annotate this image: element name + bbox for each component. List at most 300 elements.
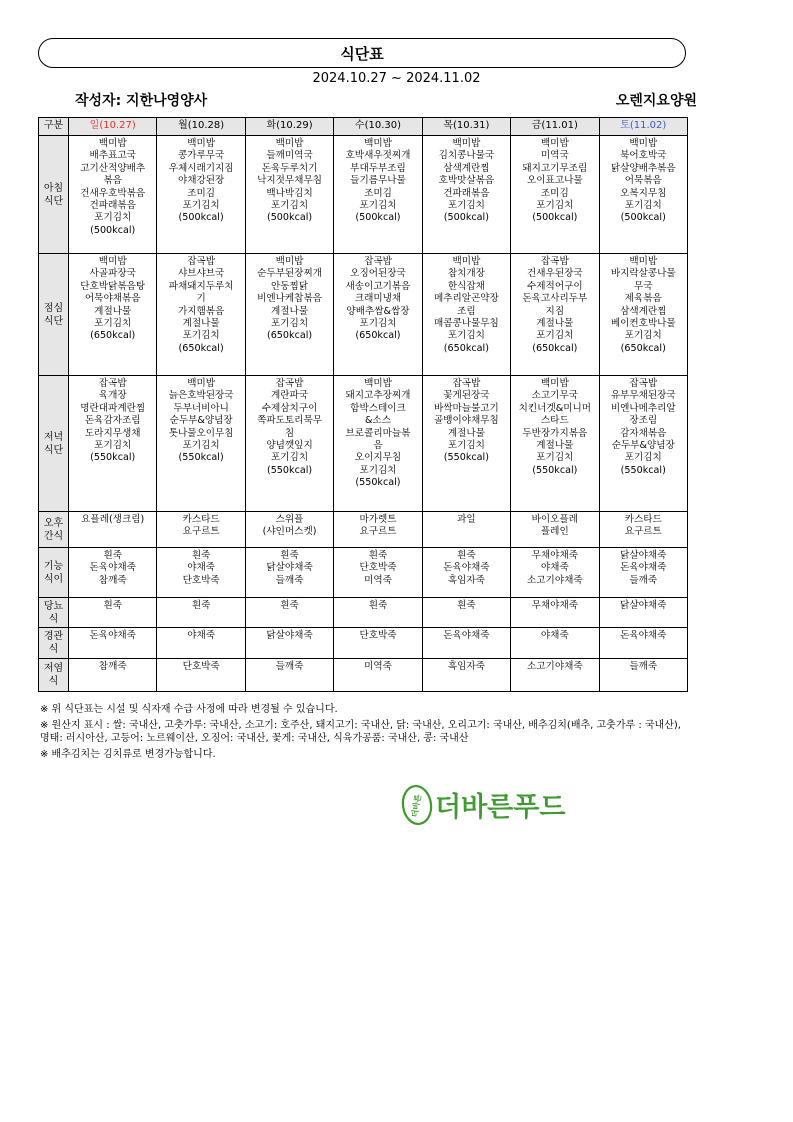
menu-item: 포기김치 (536, 330, 574, 342)
menu-item: 백미밥 (452, 256, 481, 267)
menu-item: 단호박죽 (359, 562, 397, 574)
menu-item: (650kcal) (443, 342, 489, 354)
header-day: 월(10.28) (157, 118, 245, 136)
menu-item: 흰죽 (457, 550, 476, 561)
menu-item: 순두부된장찌개 (257, 268, 322, 280)
menu-item: 돈육야채죽 (620, 630, 667, 641)
menu-item: (650kcal) (178, 342, 224, 354)
menu-item: 침 (284, 427, 295, 439)
menu-cell (511, 548, 599, 598)
row-label-line: 식 (48, 613, 59, 625)
menu-item: 부대두부조림 (350, 162, 406, 174)
menu-cell (245, 512, 333, 548)
menu-item: 톳나물오이무침 (168, 427, 234, 439)
menu-item: (650kcal) (532, 342, 578, 354)
header-day: 금(11.01) (511, 118, 599, 136)
menu-item: (500kcal) (620, 212, 666, 224)
menu-item: 제육볶음 (624, 293, 662, 305)
menu-cell (69, 598, 157, 628)
menu-item: 마가렛트 (359, 514, 397, 525)
menu-item: 흰죽 (368, 600, 388, 611)
menu-item: 백미밥 (452, 138, 481, 149)
menu-item: 늙은호박된장국 (168, 390, 234, 402)
menu-item: 잡곡밥 (629, 378, 658, 389)
header-day: 토(11.02) (599, 118, 687, 136)
menu-item: 건파래볶음 (443, 187, 490, 199)
menu-item: 순두부&양념장 (611, 440, 675, 452)
row-label (39, 628, 69, 659)
menu-item: (500kcal) (90, 224, 136, 236)
menu-item: 잡곡밥 (275, 378, 304, 389)
menu-item: 김치콩나물국 (438, 150, 495, 162)
row-label (39, 376, 69, 512)
menu-cell (245, 548, 333, 598)
menu-cell (422, 659, 510, 692)
row-label (39, 512, 69, 548)
menu-item: (550kcal) (266, 464, 313, 476)
row-label (39, 254, 69, 376)
header-category: 구분 (39, 118, 69, 136)
menu-row-breakfast (39, 136, 688, 254)
menu-item: 흑임자죽 (447, 661, 485, 672)
menu-item: (650kcal) (355, 330, 401, 342)
menu-item: 잡곡밥 (187, 256, 216, 267)
row-label (39, 548, 69, 598)
menu-item: 음 (373, 440, 383, 452)
menu-item: 무국 (633, 280, 653, 292)
menu-cell (511, 628, 599, 659)
header-day: 수(10.30) (334, 118, 422, 136)
menu-cell (69, 136, 157, 254)
menu-item: &소스 (364, 415, 391, 427)
menu-item: 미역국 (540, 150, 569, 162)
menu-item: 백미밥 (98, 138, 127, 149)
menu-item: 흰죽 (280, 550, 299, 561)
menu-item: 바이오플레 (531, 514, 578, 525)
menu-item: 포기김치 (624, 330, 662, 342)
menu-item: 두반장가지볶음 (522, 427, 588, 439)
menu-item: 들기름무나물 (350, 175, 406, 187)
row-label-line: 저염 (43, 663, 64, 674)
row-label-line: 간식 (43, 530, 64, 542)
menu-cell (245, 659, 333, 692)
menu-item: 야채강된장 (177, 175, 225, 187)
menu-cell (245, 598, 333, 628)
note-change-notice: ※ 위 식단표는 시설 및 식자재 수급 사정에 따라 변경될 수 있습니다. (40, 704, 338, 715)
menu-cell (599, 376, 687, 512)
menu-item: 골뱅이야채무침 (433, 415, 499, 427)
menu-item: 백미밥 (540, 378, 569, 389)
row-label (39, 136, 69, 254)
menu-cell (334, 598, 422, 628)
menu-cell (511, 659, 599, 692)
menu-cell (69, 548, 157, 598)
facility-name: 오렌지요양원 (615, 93, 697, 109)
menu-item: 북어호박국 (620, 150, 667, 162)
menu-item: 참깨죽 (98, 574, 127, 586)
menu-item: 흰죽 (457, 600, 476, 611)
menu-item: 야채죽 (540, 562, 569, 574)
menu-item: 쪽파도토리묵무 (257, 415, 322, 427)
menu-item: (650kcal) (620, 342, 666, 354)
menu-cell (157, 659, 245, 692)
menu-item: 양배추쌈&쌈장 (346, 305, 410, 317)
menu-item: 콩가루무국 (177, 150, 225, 162)
menu-item: 안동찜닭 (271, 280, 309, 292)
menu-item: 계절나물 (447, 427, 485, 439)
brand-logo (400, 782, 566, 828)
menu-cell (511, 254, 599, 376)
menu-cell (334, 376, 422, 512)
menu-cell (69, 376, 157, 512)
menu-item: 오복지무침 (620, 187, 667, 199)
menu-item: 포기김치 (447, 200, 485, 212)
menu-item: 기 (196, 293, 206, 305)
menu-cell (422, 136, 510, 254)
menu-item: 한식잡채 (447, 280, 485, 292)
menu-item: 낙지젓무채무침 (257, 175, 322, 187)
menu-item: 백미밥 (629, 138, 658, 149)
menu-item: 돈육야채죽 (89, 562, 136, 574)
menu-item: 백미밥 (187, 378, 216, 389)
menu-item: (550kcal) (90, 452, 136, 464)
menu-item: 잡곡밥 (364, 256, 392, 267)
menu-item: 흰죽 (191, 600, 211, 611)
menu-item: 호박맛살볶음 (438, 175, 495, 187)
menu-item: 흰죽 (191, 550, 211, 561)
menu-item: 장조림 (629, 415, 658, 427)
menu-cell (245, 628, 333, 659)
menu-cell (69, 254, 157, 376)
menu-item: 베이컨호박나물 (610, 318, 676, 330)
header-day: 화(10.29) (245, 118, 333, 136)
menu-cell (422, 254, 510, 376)
menu-item: (500kcal) (355, 212, 401, 224)
menu-cell (245, 136, 333, 254)
menu-cell (334, 548, 422, 598)
menu-item: 단호박죽 (182, 661, 220, 672)
menu-item: 계절나물 (536, 440, 574, 452)
menu-item: 포기김치 (271, 200, 309, 212)
menu-item: 계절나물 (536, 318, 574, 330)
menu-item: 들깨죽 (629, 574, 658, 586)
menu-item: (550kcal) (178, 452, 224, 464)
menu-item: 건새우된장국 (527, 268, 583, 280)
menu-item: 꽃게된장국 (443, 390, 490, 402)
menu-item: 들깨죽 (275, 661, 304, 672)
menu-cell (157, 376, 245, 512)
menu-cell (245, 254, 333, 376)
menu-item: (550kcal) (532, 464, 578, 476)
menu-item: 우체시래기지짐 (168, 162, 234, 174)
menu-item: (500kcal) (443, 212, 489, 224)
menu-item: 백미밥 (275, 256, 304, 267)
menu-item: 닭살야채죽 (266, 562, 313, 574)
menu-item: (500kcal) (178, 212, 224, 224)
menu-item: 어묵야채볶음 (84, 293, 141, 305)
menu-item: 배추표고국 (89, 150, 136, 162)
menu-item: 삼색계란찜 (620, 305, 667, 317)
menu-item: 브로콜리마늘볶 (345, 427, 411, 439)
row-label-line: 당뇨 (43, 600, 64, 612)
menu-item: 흰죽 (280, 600, 299, 611)
menu-item: 흰죽 (368, 550, 388, 561)
menu-item: 요구르트 (182, 526, 220, 538)
menu-item: 과일 (457, 514, 476, 525)
menu-item: 볶음 (103, 175, 122, 187)
table-header-row (39, 118, 688, 136)
menu-item: 단호박죽 (359, 630, 397, 641)
menu-cell (69, 659, 157, 692)
menu-item: 요플레(생크림) (81, 514, 145, 525)
menu-item: 가지햄볶음 (177, 305, 225, 317)
menu-cell (334, 254, 422, 376)
menu-item: 잡곡밥 (452, 378, 481, 389)
menu-cell (599, 136, 687, 254)
menu-item: 잡곡밥 (540, 256, 569, 267)
menu-item: 함박스테이크 (350, 402, 406, 414)
menu-item: 소고기야채죽 (527, 661, 583, 672)
menu-item: 조미김 (364, 187, 392, 199)
page-title: 식단표 (340, 44, 384, 63)
menu-item: 수제적어구이 (527, 280, 583, 292)
menu-item: 계절나물 (182, 318, 220, 330)
menu-item: 육개장 (98, 390, 127, 402)
menu-item: (550kcal) (355, 477, 401, 489)
menu-cell (599, 628, 687, 659)
menu-item: 잡곡밥 (98, 378, 127, 389)
row-label-line: 기능 (43, 560, 64, 572)
menu-item: 포기김치 (94, 212, 132, 224)
menu-item: 돈육두루치기 (261, 162, 318, 174)
menu-item: 스위플 (275, 514, 304, 525)
logo-badge-text: 더바른 (410, 793, 423, 819)
menu-item: 백미밥 (275, 138, 304, 149)
menu-cell (157, 628, 245, 659)
menu-item: 포기김치 (359, 464, 397, 476)
menu-item: 요구르트 (359, 526, 397, 538)
row-label (39, 598, 69, 628)
menu-item: 샤브샤브국 (177, 268, 225, 280)
menu-item: 요구르트 (624, 526, 662, 538)
menu-cell (511, 136, 599, 254)
menu-item: 크래미냉채 (354, 293, 402, 305)
menu-item: 카스타드 (624, 514, 662, 525)
logo-wordmark: 더바른푸드 (435, 792, 566, 823)
menu-item: 유부무채된장국 (610, 390, 676, 402)
row-label-line: 아침 (43, 182, 64, 194)
menu-row-lunch (39, 254, 688, 376)
menu-item: 치킨너겟&미니머 (518, 402, 591, 414)
menu-item: 매콤콩나물무침 (433, 318, 499, 330)
menu-item: 조림 (457, 305, 476, 317)
menu-item: 스타드 (540, 415, 569, 427)
menu-item: (550kcal) (443, 452, 489, 464)
menu-item: 돈육야채죽 (443, 562, 490, 574)
menu-item: 돈육고사리두부 (522, 293, 588, 305)
menu-item: 지짐 (545, 305, 565, 317)
menu-item: 닭살양배추볶음 (610, 162, 676, 174)
menu-cell (599, 659, 687, 692)
menu-item: 백미밥 (364, 378, 392, 389)
menu-cell (334, 512, 422, 548)
menu-item: 단호박죽 (182, 574, 220, 586)
menu-cell (157, 136, 245, 254)
row-label-line: 식단 (43, 315, 64, 327)
menu-item: 포기김치 (359, 200, 397, 212)
menu-item: 포기김치 (94, 318, 132, 330)
menu-item: 소고기야채죽 (527, 574, 583, 586)
menu-item: 백나박김치 (266, 187, 313, 199)
menu-item: 포기김치 (624, 452, 662, 464)
menu-item: 포기김치 (182, 200, 220, 212)
row-label-line: 식 (48, 644, 59, 655)
menu-item: 포기김치 (271, 318, 309, 330)
menu-item: 순두부&양념장 (169, 415, 233, 427)
menu-item: 야채죽 (187, 630, 216, 641)
menu-cell (69, 628, 157, 659)
menu-item: 돼지고기무조림 (522, 162, 588, 174)
menu-cell (422, 598, 510, 628)
menu-cell (69, 512, 157, 548)
row-label-line: 저녁 (43, 431, 64, 443)
menu-item: 조미김 (540, 187, 569, 199)
weekly-menu-table (38, 117, 688, 692)
row-label (39, 659, 69, 692)
menu-item: 파채돼지두루치 (168, 280, 234, 292)
menu-item: 계절나물 (271, 305, 309, 317)
menu-row-low-sodium-diet (39, 659, 688, 692)
row-label-line: 식 (48, 676, 59, 687)
menu-cell (599, 512, 687, 548)
menu-item: 양념깻잎지 (266, 440, 313, 452)
menu-item: 조미김 (187, 187, 216, 199)
menu-item: 무채야채죽 (531, 550, 578, 561)
menu-cell (157, 254, 245, 376)
menu-item: 미역죽 (364, 661, 392, 672)
menu-item: 포기김치 (182, 440, 220, 452)
row-label-line: 오후 (43, 517, 64, 529)
menu-item: 도라지무생채 (84, 427, 141, 439)
menu-cell (599, 598, 687, 628)
menu-item: 돈육야채죽 (443, 630, 490, 641)
menu-item: 호박새우젓찌개 (345, 150, 411, 162)
menu-item: 바싹마늘불고기 (433, 402, 499, 414)
menu-cell (334, 136, 422, 254)
menu-item: 계절나물 (94, 305, 132, 317)
menu-row-afternoon-snack (39, 512, 688, 548)
menu-item: 포기김치 (536, 200, 574, 212)
menu-item: 포기김치 (536, 452, 574, 464)
menu-item: 백미밥 (364, 138, 392, 149)
menu-row-dinner (39, 376, 688, 512)
menu-item: 들깨죽 (275, 574, 304, 586)
menu-item: (500kcal) (532, 212, 578, 224)
menu-item: 오이지무침 (354, 452, 402, 464)
menu-item: 돼지고추장찌개 (345, 390, 411, 402)
menu-item: 바지락살콩나물 (610, 268, 676, 280)
header-day: 일(10.27) (69, 118, 157, 136)
menu-item: 포기김치 (182, 330, 220, 342)
menu-item: 돈육감자조림 (84, 415, 141, 427)
menu-item: 플레인 (540, 526, 569, 538)
menu-cell (422, 512, 510, 548)
row-label-line: 점심 (43, 302, 64, 314)
header-day: 목(10.31) (422, 118, 510, 136)
menu-item: 건파래볶음 (89, 200, 136, 212)
menu-item: 비엔나케찹볶음 (257, 293, 322, 305)
menu-item: 삼색계란찜 (443, 162, 490, 174)
menu-item: 포기김치 (359, 318, 397, 330)
menu-item: (550kcal) (620, 464, 666, 476)
note-kimchi-substitution: ※ 배추김치는 김치류로 변경가능합니다. (40, 748, 216, 760)
menu-item: 오이표고나물 (527, 175, 583, 187)
menu-cell (511, 598, 599, 628)
menu-item: 고기산적양배추 (80, 162, 146, 174)
menu-item: 들깨미역국 (266, 150, 313, 162)
menu-item: 새송이고기볶음 (345, 280, 411, 292)
menu-cell (422, 376, 510, 512)
menu-item: 백미밥 (187, 138, 216, 149)
menu-item: 명란대파계란찜 (80, 402, 146, 414)
row-label-line: 식단 (43, 195, 64, 207)
note-origin-labeling: ※ 원산지 표시 : 쌀: 국내산, 고춧가루: 국내산, 소고기: 호주산, 돼지고기: 국내산, 닭: 국내산, 오리고기: 국내산, 배추김치(배추, 고춧가루 : 국내산), 명태: 러시아산, 고등어: 노르웨이산, 오징어: 국내산, 꽃게: 국내산, 식육가공품: 국내산, 콩: 국내산 (40, 719, 681, 744)
menu-item: 감자채볶음 (620, 427, 667, 439)
menu-row-tube-feeding (39, 628, 688, 659)
menu-item: 포기김치 (624, 200, 662, 212)
row-label-line: 식단 (43, 444, 64, 456)
menu-cell (422, 628, 510, 659)
menu-item: 야채죽 (187, 562, 216, 574)
menu-cell (334, 628, 422, 659)
menu-row-diabetic-diet (39, 598, 688, 628)
menu-cell (511, 376, 599, 512)
menu-item: 들깨죽 (629, 661, 658, 672)
menu-cell (157, 512, 245, 548)
menu-cell (157, 548, 245, 598)
menu-item: 계란파국 (271, 390, 309, 402)
menu-cell (511, 512, 599, 548)
author-label: 작성자: 지한나영양사 (75, 93, 208, 109)
menu-item: 백미밥 (540, 138, 569, 149)
row-label-line: 경관 (43, 631, 64, 642)
menu-item: 백미밥 (629, 256, 658, 267)
menu-item: 메추리알곤약장 (433, 293, 499, 305)
menu-item: 돈육야채죽 (620, 562, 667, 574)
menu-item: 포기김치 (447, 440, 485, 452)
menu-item: 건새우호박볶음 (80, 187, 146, 199)
menu-item: 백미밥 (98, 256, 127, 267)
menu-item: 닭살야채죽 (620, 600, 667, 611)
menu-item: 돈육야채죽 (89, 630, 136, 641)
menu-title-box (38, 38, 686, 68)
menu-cell (157, 598, 245, 628)
menu-cell (599, 254, 687, 376)
menu-item: 어묵볶음 (624, 175, 662, 187)
menu-cell (334, 659, 422, 692)
menu-item: (샤인머스켓) (262, 526, 317, 538)
menu-item: 소고기무국 (531, 390, 578, 402)
row-label-line: 식이 (43, 573, 64, 585)
menu-item: 미역죽 (364, 574, 392, 586)
menu-item: 사골파장국 (89, 268, 136, 280)
notes-section (40, 703, 690, 763)
menu-item: 흰죽 (103, 600, 122, 611)
menu-item: 참치개장 (447, 268, 485, 280)
menu-item: 야채죽 (540, 630, 569, 641)
menu-item: 두부너비아니 (173, 402, 229, 414)
menu-cell (422, 548, 510, 598)
